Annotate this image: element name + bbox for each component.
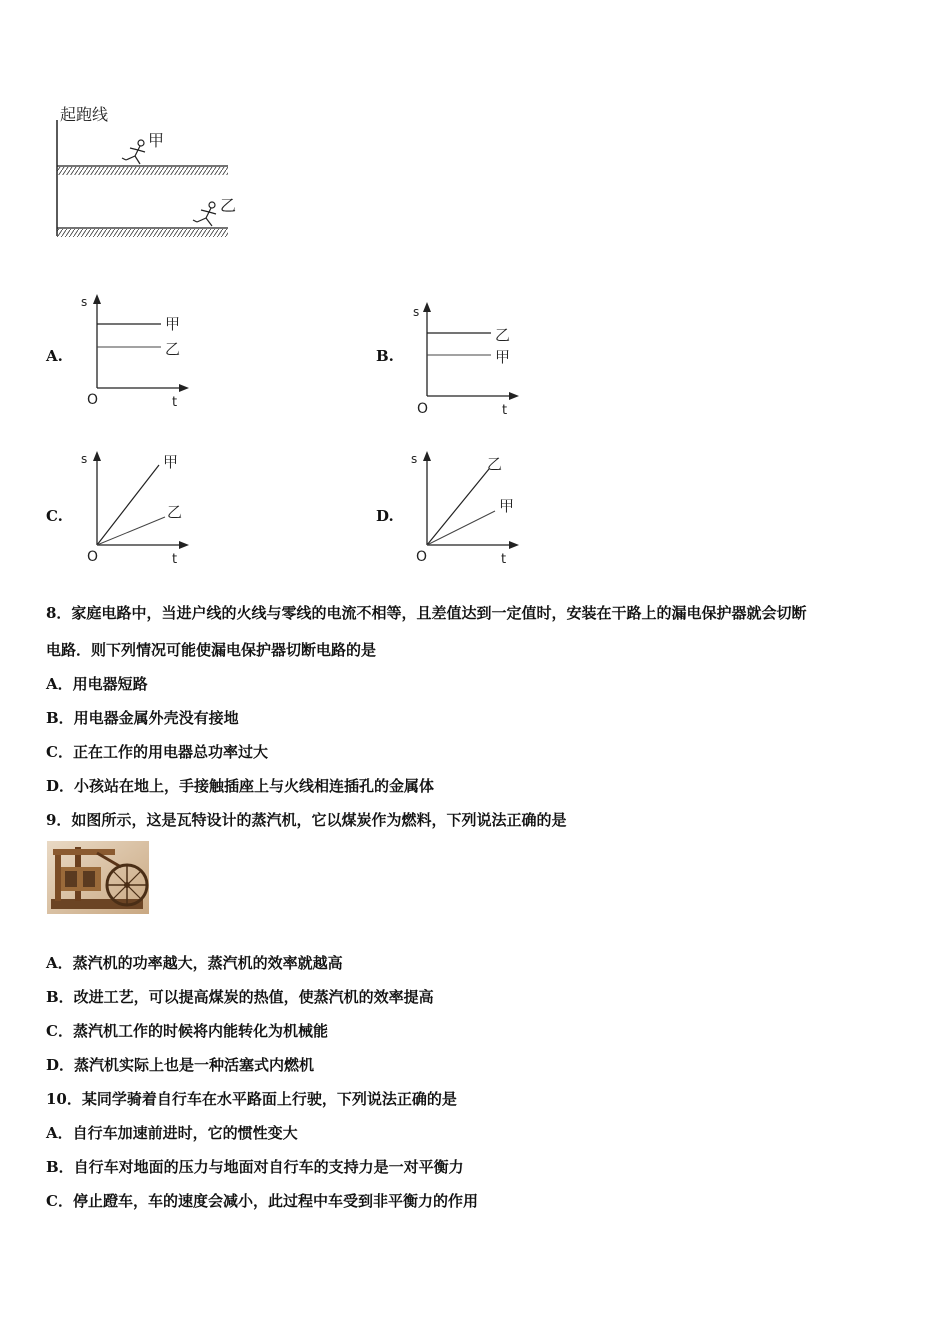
q8-option-a: A．用电器短路 xyxy=(46,675,148,693)
svg-text:O: O xyxy=(416,549,428,565)
runner-b-label: 乙 xyxy=(220,196,237,215)
graph-a xyxy=(75,290,205,415)
graph-d xyxy=(405,445,535,570)
option-c-label: C. xyxy=(46,507,63,525)
option-d-label: D. xyxy=(376,507,394,525)
svg-text:乙: 乙 xyxy=(167,503,183,521)
runner-a-label: 甲 xyxy=(148,131,165,150)
runner-b-icon xyxy=(193,202,216,226)
svg-text:乙: 乙 xyxy=(487,455,503,473)
svg-text:甲: 甲 xyxy=(165,315,181,333)
svg-text:O: O xyxy=(87,392,99,408)
svg-text:s: s xyxy=(81,452,88,466)
q8-option-b: B．用电器金属外壳没有接地 xyxy=(46,709,239,727)
svg-text:t: t xyxy=(172,395,178,410)
q10-option-b: B．自行车对地面的压力与地面对自行车的支持力是一对平衡力 xyxy=(46,1158,464,1176)
graph-b xyxy=(405,298,535,423)
svg-text:乙: 乙 xyxy=(495,326,511,344)
svg-text:甲: 甲 xyxy=(495,348,511,366)
q8-option-d: D．小孩站在地上，手接触插座上与火线相连插孔的金属体 xyxy=(46,777,435,795)
svg-text:t: t xyxy=(502,403,508,418)
q10-option-a: A．自行车加速前进时，它的惯性变大 xyxy=(46,1124,298,1142)
svg-text:乙: 乙 xyxy=(165,340,181,358)
svg-text:s: s xyxy=(411,452,418,466)
q9-option-d: D．蒸汽机实际上也是一种活塞式内燃机 xyxy=(46,1056,315,1074)
svg-text:t: t xyxy=(501,552,507,567)
q10-stem: 10．某同学骑着自行车在水平路面上行驶，下列说法正确的是 xyxy=(46,1090,457,1108)
q10-option-c: C．停止蹬车，车的速度会减小，此过程中车受到非平衡力的作用 xyxy=(46,1192,478,1210)
q8-stem-line1: 8．家庭电路中，当进户线的火线与零线的电流不相等，且差值达到一定值时，安装在干路上的漏电保护器就会切断 xyxy=(46,604,807,622)
q8-option-c: C．正在工作的用电器总功率过大 xyxy=(46,743,268,761)
q9-option-b: B．改进工艺，可以提高煤炭的热值，使蒸汽机的效率提高 xyxy=(46,988,434,1006)
start-line-label: 起跑线 xyxy=(60,105,109,124)
option-a-label: A. xyxy=(46,347,63,365)
option-b-label: B. xyxy=(376,347,394,365)
svg-text:O: O xyxy=(417,401,429,417)
steam-engine-image xyxy=(47,841,149,914)
track-figure xyxy=(50,98,250,248)
q9-option-c: C．蒸汽机工作的时候将内能转化为机械能 xyxy=(46,1022,328,1040)
graph-c xyxy=(75,445,205,570)
q9-option-a: A．蒸汽机的功率越大，蒸汽机的效率就越高 xyxy=(46,954,343,972)
svg-text:t: t xyxy=(172,552,178,567)
q8-stem-line2: 电路．则下列情况可能使漏电保护器切断电路的是 xyxy=(46,641,377,659)
q9-stem: 9．如图所示，这是瓦特设计的蒸汽机，它以煤炭作为燃料，下列说法正确的是 xyxy=(46,811,567,829)
svg-text:s: s xyxy=(413,305,420,319)
svg-text:s: s xyxy=(81,295,88,309)
svg-text:甲: 甲 xyxy=(499,497,515,515)
svg-text:O: O xyxy=(87,549,99,565)
runner-a-icon xyxy=(122,140,145,164)
svg-text:甲: 甲 xyxy=(163,453,179,471)
